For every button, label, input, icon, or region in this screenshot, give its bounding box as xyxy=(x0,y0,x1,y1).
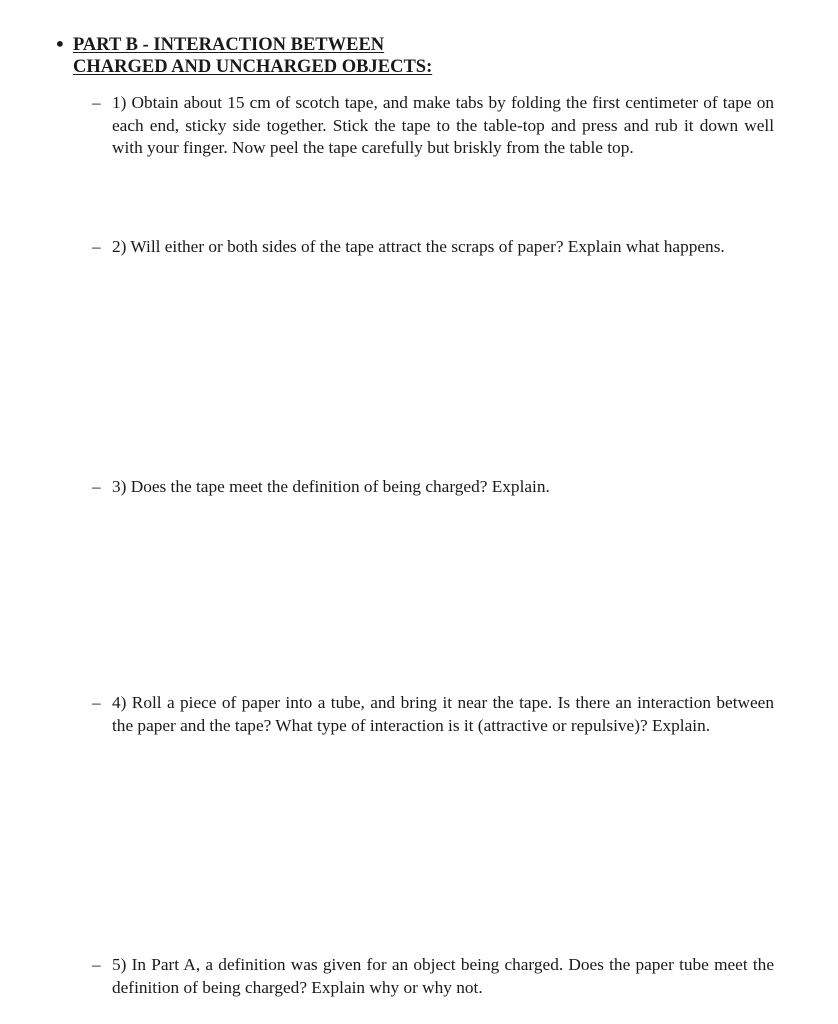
question-1 xyxy=(92,92,774,160)
question-3 xyxy=(92,476,774,499)
question-4-text: 4) Roll a piece of paper into a tube, and bring it near the tape. Is there an interaction between the paper and the tape? What type of interaction is it (attractive or repulsive)? Explain. xyxy=(112,693,774,735)
question-2-dash: – xyxy=(92,237,101,256)
question-1-dash: – xyxy=(92,93,101,112)
question-3-dash: – xyxy=(92,477,101,496)
question-3-text: 3) Does the tape meet the definition of being charged? Explain. xyxy=(112,477,550,496)
question-5 xyxy=(92,954,774,999)
section-heading xyxy=(73,34,553,78)
question-2 xyxy=(92,236,774,259)
section-heading-line-2: CHARGED AND UNCHARGED OBJECTS: xyxy=(73,57,433,77)
question-5-dash: – xyxy=(92,955,101,974)
question-2-text: 2) Will either or both sides of the tape attract the scraps of paper? Explain what happens. xyxy=(112,237,725,256)
question-5-text: 5) In Part A, a definition was given for an object being charged. Does the paper tube meet the definition of being charged? Explain why or why not. xyxy=(112,955,774,997)
question-1-text: 1) Obtain about 15 cm of scotch tape, and make tabs by folding the first centimeter of tape on each end, sticky side together. Stick the tape to the table-top and press and rub it down well with your finger. Now peel the tape carefully but briskly from the table top. xyxy=(112,93,774,157)
section-heading-line-1: PART B - INTERACTION BETWEEN xyxy=(73,35,385,55)
question-4 xyxy=(92,692,774,737)
section-bullet: • xyxy=(54,32,66,56)
question-4-dash: – xyxy=(92,693,101,712)
